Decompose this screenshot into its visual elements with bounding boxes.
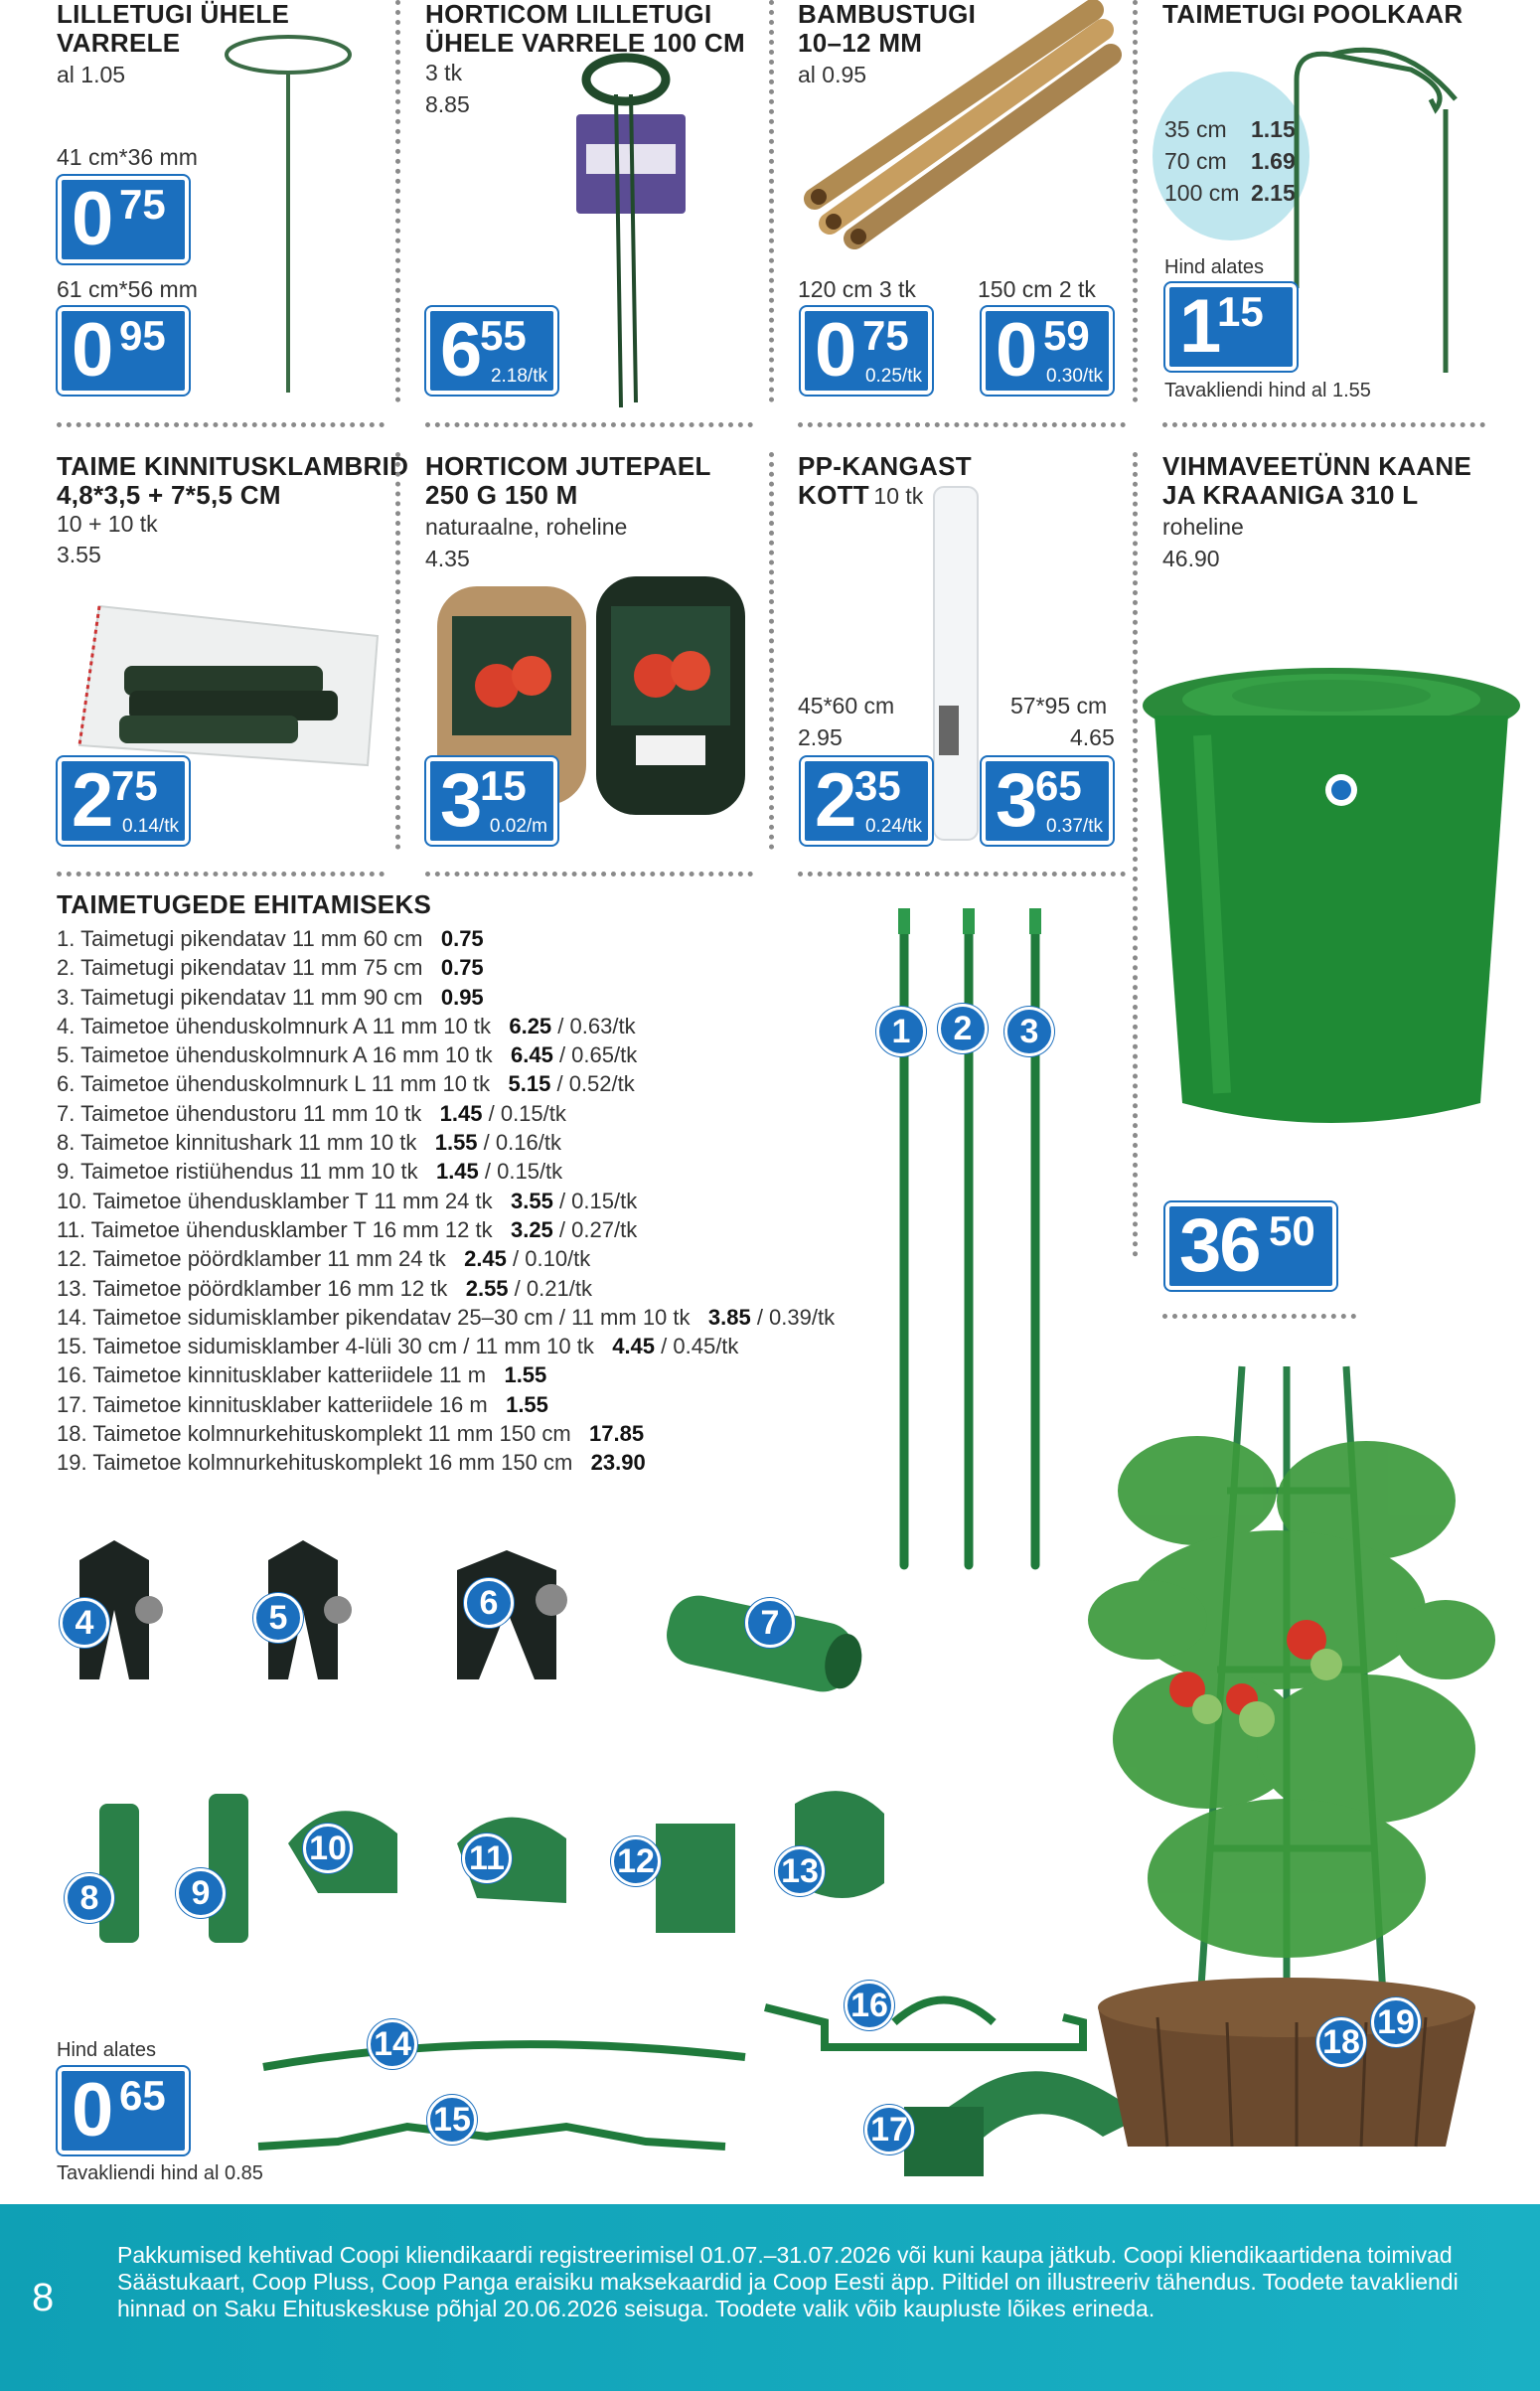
bamboo-sticks-image (795, 0, 1113, 268)
list-item: 4. Taimetoe ühenduskolmnurk A 11 mm 10 tk 6.25 / 0.63/tk (57, 1013, 636, 1038)
divider (1162, 1314, 1356, 1319)
list-item: 13. Taimetoe pöördklamber 16 mm 12 tk 2.55 / 0.21/tk (57, 1275, 592, 1301)
footer (0, 2204, 1540, 2391)
quantity: 10 tk (873, 483, 924, 509)
badge-11: 11 (462, 1833, 512, 1883)
product-title: PP-KANGAST (798, 451, 972, 481)
price-tag: 3 65 0.37/tk (982, 757, 1113, 845)
list-item: 7. Taimetoe ühendustoru 11 mm 10 tk 1.45 / 0.15/tk (57, 1100, 566, 1126)
list-item: 5. Taimetoe ühenduskolmnurk A 16 mm 10 tk 6.45 / 0.65/tk (57, 1042, 638, 1068)
size-label: 57*95 cm (1010, 693, 1108, 718)
divider (57, 872, 385, 877)
badge-9: 9 (176, 1868, 226, 1918)
price-tag: 2 35 0.24/tk (801, 757, 932, 845)
price-tag: 3 15 0.02/m (426, 757, 557, 845)
page-number: 8 (32, 2276, 55, 2319)
list-item: 12. Taimetoe pöördklamber 11 mm 24 tk 2.45 / 0.10/tk (57, 1246, 591, 1272)
product-title: KOTT (798, 480, 869, 510)
list-item: 17. Taimetoe kinnitusklaber katteriidele 16 m 1.55 (57, 1391, 548, 1417)
rain-barrel-image (1143, 676, 1540, 1173)
product-title: 10–12 MM (798, 28, 923, 58)
list-item: 8. Taimetoe kinnitushark 11 mm 10 tk 1.55 / 0.16/tk (57, 1130, 561, 1156)
price-tag: 0 59 0.30/tk (982, 307, 1113, 395)
badge-1: 1 (876, 1007, 926, 1056)
price-from: al 1.05 (57, 62, 126, 87)
divider (1162, 422, 1485, 427)
list-item: 15. Taimetoe sidumisklamber 4-lüli 30 cm / 11 mm 10 tk 4.45 / 0.45/tk (57, 1334, 739, 1359)
list-item: 2. Taimetugi pikendatav 11 mm 75 cm 0.75 (57, 955, 484, 981)
fabric-bag-image (929, 487, 989, 845)
list-item: 19. Taimetoe kolmnurkehituskomplekt 16 mm 150 cm 23.90 (57, 1450, 646, 1476)
list-item: 18. Taimetoe kolmnurkehituskomplekt 11 mm 150 cm 17.85 (57, 1421, 645, 1447)
badge-15: 15 (427, 2095, 477, 2145)
divider (425, 872, 753, 877)
divider (395, 0, 400, 402)
list-item: 1. Taimetugi pikendatav 11 mm 60 cm 0.75 (57, 926, 484, 951)
price-tag: 2 75 0.14/tk (58, 757, 189, 845)
product-title: 250 G 150 M (425, 480, 578, 510)
regular-price: Tavakliendi hind al 1.55 (1164, 380, 1371, 401)
price-tag: 0 65 (58, 2067, 189, 2154)
product-title: HORTICOM LILLETUGI (425, 0, 712, 29)
badge-12: 12 (611, 1836, 661, 1886)
divider (798, 422, 1126, 427)
list-item: 3. Taimetugi pikendatav 11 mm 90 cm 0.95 (57, 984, 484, 1010)
badge-13: 13 (775, 1846, 825, 1896)
product-title: TAIMETUGI POOLKAAR (1162, 0, 1463, 29)
product-title: VIHMAVEETÜNN KAANE (1162, 451, 1472, 481)
badge-16: 16 (845, 1981, 894, 2030)
divider (1133, 0, 1138, 402)
ties-image (248, 1978, 1143, 2196)
list-item: 6. Taimetoe ühenduskolmnurk L 11 mm 10 tk 5.15 / 0.52/tk (57, 1071, 635, 1097)
price-tag: 0 75 0.25/tk (801, 307, 932, 395)
list-item: 11. Taimetoe ühendusklamber T 16 mm 12 tk 3.25 / 0.27/tk (57, 1216, 638, 1242)
badge-4: 4 (60, 1598, 109, 1648)
list-item: 16. Taimetoe kinnitusklaber katteriidele 11 m 1.55 (57, 1362, 547, 1388)
size-label: 150 cm 2 tk (978, 276, 1096, 302)
size-label: 120 cm 3 tk (798, 276, 916, 302)
divider (57, 422, 385, 427)
product-title: BAMBUSTUGI (798, 0, 977, 29)
badge-18: 18 (1316, 2017, 1366, 2067)
product-title: LILLETUGI ÜHELE (57, 0, 290, 29)
badge-2: 2 (938, 1004, 988, 1053)
badge-3: 3 (1004, 1007, 1054, 1056)
quantity: 10 + 10 tk (57, 511, 158, 537)
badge-17: 17 (864, 2105, 914, 2154)
quantity: 3 tk (425, 60, 463, 85)
price-from-label: Hind alates (1164, 256, 1265, 278)
price-from: al 0.95 (798, 62, 867, 87)
regular-price: 4.65 (1070, 724, 1115, 750)
list-item: 10. Taimetoe ühendusklamber T 11 mm 24 tk 3.55 / 0.15/tk (57, 1188, 638, 1213)
size-label: 45*60 cm (798, 693, 895, 718)
half-arc-support-image (1282, 40, 1500, 378)
divider (425, 422, 753, 427)
divider (395, 452, 400, 850)
tomato-plant-image (1068, 1361, 1525, 2176)
description: naturaalne, roheline (425, 514, 628, 540)
list-item: 9. Taimetoe ristiühendus 11 mm 10 tk 1.45 / 0.15/tk (57, 1159, 563, 1185)
list-item: 14. Taimetoe sidumisklamber pikendatav 25–30 cm / 11 mm 10 tk 3.85 / 0.39/tk (57, 1304, 836, 1330)
description: roheline (1162, 514, 1244, 540)
regular-price: 46.90 (1162, 546, 1220, 571)
divider (798, 872, 1126, 877)
price-tag: 36 50 (1165, 1202, 1336, 1290)
section-title: TAIMETUGEDE EHITAMISEKS (57, 889, 432, 919)
badge-7: 7 (745, 1598, 795, 1648)
badge-5: 5 (253, 1593, 303, 1643)
product-title: JA KRAANIGA 310 L (1162, 480, 1419, 510)
badge-19: 19 (1371, 1997, 1421, 2047)
product-title: 4,8*3,5 + 7*5,5 CM (57, 480, 281, 510)
badge-10: 10 (303, 1824, 353, 1873)
regular-price: Tavakliendi hind al 0.85 (57, 2162, 263, 2184)
price-tag: 0 95 (58, 307, 189, 395)
size-label: 41 cm*36 mm (57, 144, 198, 170)
footer-disclaimer: Pakkumised kehtivad Coopi kliendikaardi registreerimisel 01.07.–31.07.2026 või kuni kaupa jätkub. Coopi kliendikaartidena toimivad Säästukaart, Coop Pluss, Coop Panga eraisiku maksekaardid ja Coop Eesti äpp. Piltidel on illustreeriv tähendus. Toodete tavakliendi hinnad on Saku Ehituskeskuse põhjal 20.06.2026 seisuga. Toodete valik võib kaupluste lõikes erineda. (117, 2242, 1459, 2321)
badge-6: 6 (464, 1578, 514, 1628)
size-label: 61 cm*56 mm (57, 276, 198, 302)
divider (769, 452, 774, 850)
horticom-support-image (566, 35, 725, 412)
product-title: VARRELE (57, 28, 181, 58)
size-list: 35 cm 1.15 70 cm 1.69 100 cm 2.15 (1164, 116, 1296, 206)
flower-support-image (219, 20, 378, 417)
badge-8: 8 (65, 1873, 114, 1923)
regular-price: 3.55 (57, 542, 101, 567)
divider (769, 0, 774, 402)
price-from-label: Hind alates (57, 2039, 157, 2061)
parts-list (57, 924, 951, 1478)
product-title: HORTICOM JUTEPAEL (425, 451, 711, 481)
price-tag: 6 55 2.18/tk (426, 307, 557, 395)
divider (1133, 452, 1138, 1257)
product-title: TAIME KINNITUSKLAMBRID (57, 451, 409, 481)
regular-price: 8.85 (425, 91, 470, 117)
price-tag: 0 75 (58, 176, 189, 263)
price-tag: 1 15 (1165, 283, 1297, 371)
badge-14: 14 (368, 2019, 417, 2069)
regular-price: 2.95 (798, 724, 843, 750)
regular-price: 4.35 (425, 546, 470, 571)
product-title: ÜHELE VARRELE 100 CM (425, 28, 745, 58)
